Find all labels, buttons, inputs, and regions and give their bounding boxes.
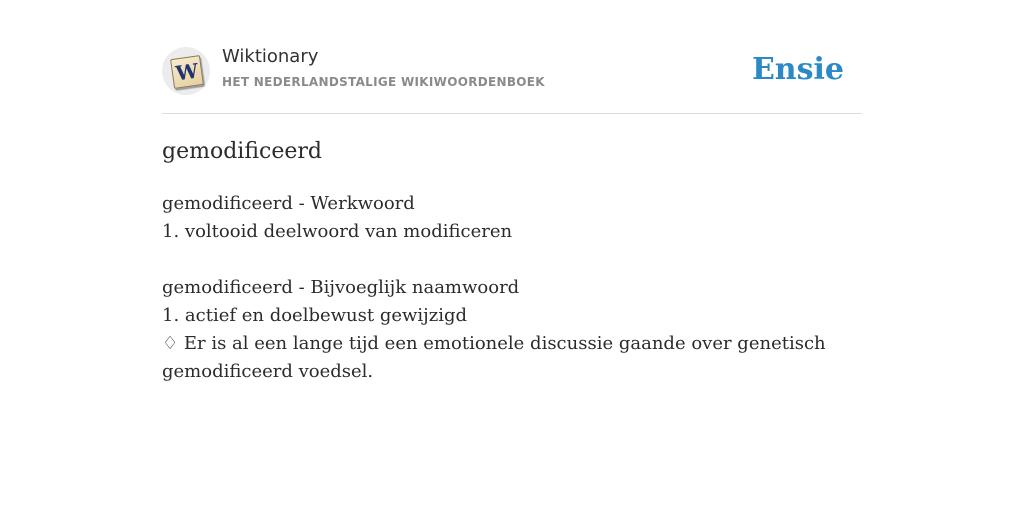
entry-example: ♢ Er is al een lange tijd een emotionele discussie gaande over genetisch gemodificeerd voedsel. [162,333,826,382]
site-subtitle: HET NEDERLANDSTALIGE WIKIWOORDENBOEK [222,75,545,89]
site-header [162,44,862,114]
entry-definition: 1. actief en doelbewust gewijzigd [162,305,468,326]
entry-bijvoeglijk-naamwoord [162,274,862,386]
entry-heading: gemodificeerd - Bijvoeglijk naamwoord [162,277,520,298]
entries-list [162,190,862,386]
wiktionary-logo[interactable] [162,47,210,95]
entry-werkwoord [162,190,862,246]
entry-heading: gemodificeerd - Werkwoord [162,193,415,214]
logo-tile-icon [170,55,204,89]
page-title: gemodificeerd [162,139,322,164]
site-title[interactable]: Wiktionary [222,46,319,67]
main-content [162,134,862,414]
logo-letter: W [174,58,200,86]
ensie-brand-link[interactable]: Ensie [751,52,844,87]
entry-definition: 1. voltooid deelwoord van modificeren [162,221,513,242]
